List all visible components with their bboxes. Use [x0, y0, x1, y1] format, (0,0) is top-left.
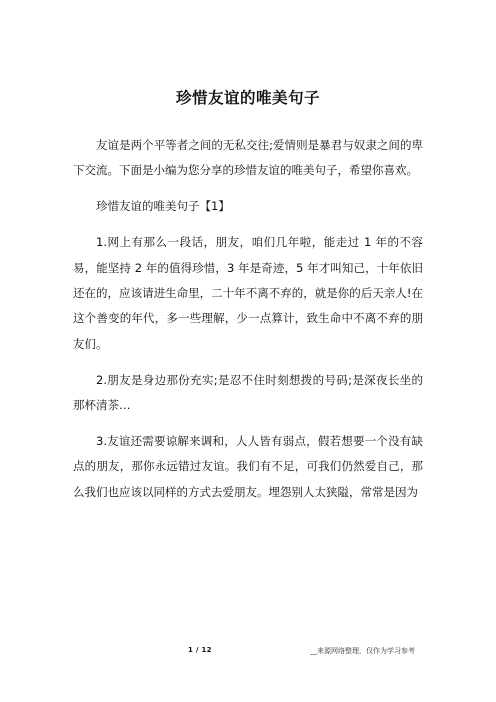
- section-heading: 珍惜友谊的唯美句子【1】: [96, 199, 230, 214]
- document-body: [73, 133, 423, 516]
- quote-paragraph-3: 3.友谊还需要谅解来调和，人人皆有弱点，假若想要一个没有缺点的朋友，那你永远错过友谊。我们有不足，可我们仍然爱自己，那么我们也应该以同样的方式去爱朋友。埋怨别人太狭隘，常常是因为: [73, 434, 423, 499]
- page-number: 1 / 12: [188, 646, 212, 654]
- quote-paragraph-1: 1.网上有那么一段话，朋友，咱们几年啦，能走过 1 年的不容易，能坚持 2 年的值得珍惜，3 年是奇迹，5 年才叫知己，十年依旧还在的，应该请进生命里，二十年不离不弃的，就是你的后天亲人!在这个善变的年代，多一些理解，少一点算计，致生命中不离不弃的朋友们。: [73, 235, 423, 351]
- source-note: __来源网络整理，仅作为学习参考: [310, 647, 415, 655]
- document-title: 珍惜友谊的唯美句子: [175, 89, 320, 107]
- quote-paragraph-2: 2.朋友是身边那份充实;是忍不住时刻想拨的号码;是深夜长坐的那杯清茶…: [73, 372, 423, 413]
- intro-paragraph: 友谊是两个平等者之间的无私交往;爱情则是暴君与奴隶之间的卑下交流。下面是小编为您分享的珍惜友谊的唯美句子，希望你喜欢。: [73, 138, 423, 178]
- page-footer: [0, 646, 496, 660]
